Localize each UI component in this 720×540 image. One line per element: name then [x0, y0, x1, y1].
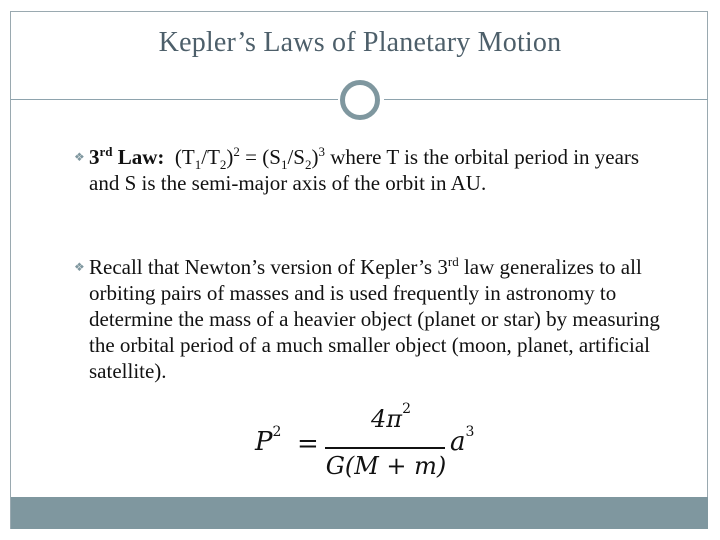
title-divider-left	[11, 99, 338, 100]
bullet-icon: ❖	[74, 260, 85, 274]
equation-lhs: $P^2$	[255, 424, 282, 457]
equation-numerator: $4\pi^2$	[371, 401, 411, 433]
bullet-newton-version	[89, 254, 674, 384]
equation-denominator: G(M + m)	[325, 452, 447, 480]
law-number-suffix: rd	[99, 144, 113, 159]
kepler-ratio-formula: $(T_1/T_2)^2 = (S_1/S_2)^3$	[174, 144, 325, 173]
fraction-bar	[325, 447, 445, 449]
ordinal-suffix: rd	[447, 254, 459, 269]
slide-title: Kepler’s Laws of Planetary Motion	[158, 27, 562, 58]
footer-bar	[11, 497, 708, 529]
law-number: 3	[89, 145, 100, 169]
bullet-text-end: law generalizes to all orbiting pairs of masses and is used frequently in astronomy to determine the mass of a heavier object (planet or star) by measuring the orbital period of a much smaller object (moon, planet, artificial satellite).	[89, 255, 660, 383]
newton-kepler-equation	[255, 401, 475, 485]
law-label: Law:	[117, 145, 165, 169]
divider-circle-icon	[340, 80, 380, 120]
bullet-text-start: Recall that Newton’s version of Kepler’s 3	[89, 255, 448, 279]
title-divider-right	[384, 99, 708, 100]
bullet-icon: ❖	[74, 150, 85, 164]
law-description: where T is the orbital period in years and S is the semi-major axis of the orbit in AU.	[89, 145, 640, 195]
equation-rhs: $a^3$	[450, 424, 475, 457]
equation-equals: =	[297, 429, 319, 459]
bullet-third-law	[89, 144, 674, 196]
